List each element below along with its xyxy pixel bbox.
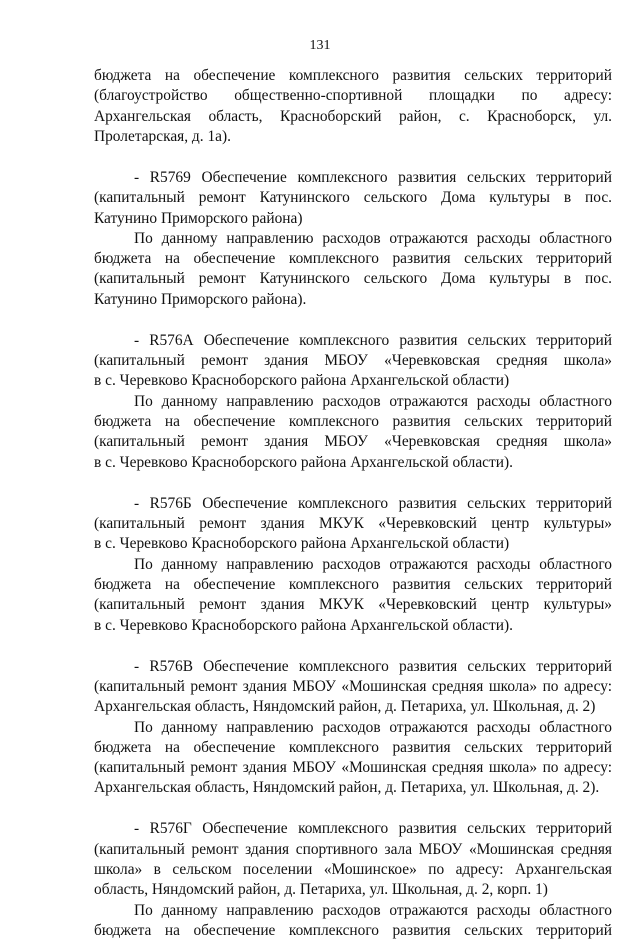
- paragraph-gap: [94, 147, 612, 168]
- paragraph-gap: [94, 636, 612, 657]
- text-line: - R576А Обеспечение комплексного развития сельских территорий: [134, 331, 612, 349]
- text-line: Пролетарская, д. 1а).: [94, 127, 231, 145]
- text-block: [94, 66, 612, 147]
- text-line: (капитальный ремонт здания МБОУ «Мошинская средняя школа» по адресу:: [94, 677, 612, 695]
- text-line: Архангельская область, Няндомский район, д. Петариха, ул. Школьная, д. 2): [94, 698, 596, 716]
- paragraph-gap: [94, 310, 612, 331]
- text-line: - R576Г Обеспечение комплексного развития сельских территорий: [134, 820, 612, 838]
- text-line: бюджета на обеспечение комплексного развития сельских территорий: [94, 67, 612, 84]
- text-line: область, Няндомский район, д. Петариха, ул. Школьная, д. 2, корп. 1): [94, 881, 548, 899]
- text-line: - R5769 Обеспечение комплексного развития сельских территорий: [134, 168, 612, 186]
- text-line: Архангельская область, Красноборский район, с. Красноборск, ул.: [94, 107, 612, 125]
- text-line: бюджета на обеспечение комплексного развития сельских территорий: [94, 413, 612, 431]
- text-line: Катунино Приморского района): [94, 209, 303, 227]
- text-line: По данному направлению расходов отражаются расходы областного: [134, 718, 612, 736]
- text-line: школа» в сельском поселении «Мошинское» по адресу: Архангельская: [94, 861, 612, 879]
- text-line: в с. Черевково Красноборского района Архангельской области): [94, 535, 510, 553]
- text-line: (капитальный ремонт здания МБОУ «Черевковская средняя школа»: [94, 433, 612, 451]
- text-block: [94, 494, 612, 636]
- text-block: [94, 819, 612, 941]
- text-line: (капитальный ремонт здания спортивного зала МБОУ «Мошинская средняя: [94, 840, 612, 858]
- paragraph-gap: [94, 473, 612, 494]
- text-line: бюджета на обеспечение комплексного развития сельских территорий: [94, 738, 612, 756]
- text-line: (капитальный ремонт здания МБОУ «Черевковская средняя школа»: [94, 352, 612, 370]
- text-line: По данному направлению расходов отражаются расходы областного: [134, 392, 612, 410]
- text-line: в с. Черевково Красноборского района Архангельской области).: [94, 453, 513, 471]
- document-body: [94, 66, 612, 941]
- text-line: Катунино Приморского района).: [94, 290, 307, 308]
- page-number: 131: [309, 38, 331, 53]
- text-line: (капитальный ремонт здания МКУК «Черевковский центр культуры»: [94, 515, 612, 533]
- text-line: (капитальный ремонт Катунинского сельского Дома культуры в пос.: [94, 270, 612, 288]
- text-line: По данному направлению расходов отражаются расходы областного: [134, 229, 612, 247]
- text-line: в с. Черевково Красноборского района Архангельской области): [94, 372, 510, 390]
- text-line: бюджета на обеспечение комплексного развития сельских территорий: [94, 250, 612, 268]
- text-block: [94, 331, 612, 473]
- text-line: - R576В Обеспечение комплексного развития сельских территорий: [134, 657, 612, 675]
- text-line: - R576Б Обеспечение комплексного развития сельских территорий: [134, 494, 612, 512]
- text-line: (капитальный ремонт Катунинского сельского Дома культуры в пос.: [94, 189, 612, 207]
- text-line: бюджета на обеспечение комплексного развития сельских территорий: [94, 921, 612, 939]
- text-line: (благоустройство общественно-спортивной площадки по адресу:: [94, 87, 612, 105]
- paragraph-gap: [94, 799, 612, 820]
- text-line: (капитальный ремонт здания МКУК «Черевковский центр культуры»: [94, 596, 612, 614]
- text-line: (капитальный ремонт здания МБОУ «Мошинская средняя школа» по адресу:: [94, 759, 612, 777]
- text-block: [94, 657, 612, 799]
- text-block: [94, 168, 612, 310]
- text-line: бюджета на обеспечение комплексного развития сельских территорий: [94, 575, 612, 593]
- text-line: По данному направлению расходов отражаются расходы областного: [134, 901, 612, 919]
- text-line: в с. Черевково Красноборского района Архангельской области).: [94, 616, 513, 634]
- text-line: По данному направлению расходов отражаются расходы областного: [134, 555, 612, 573]
- text-line: Архангельская область, Няндомский район, д. Петариха, ул. Школьная, д. 2).: [94, 779, 600, 797]
